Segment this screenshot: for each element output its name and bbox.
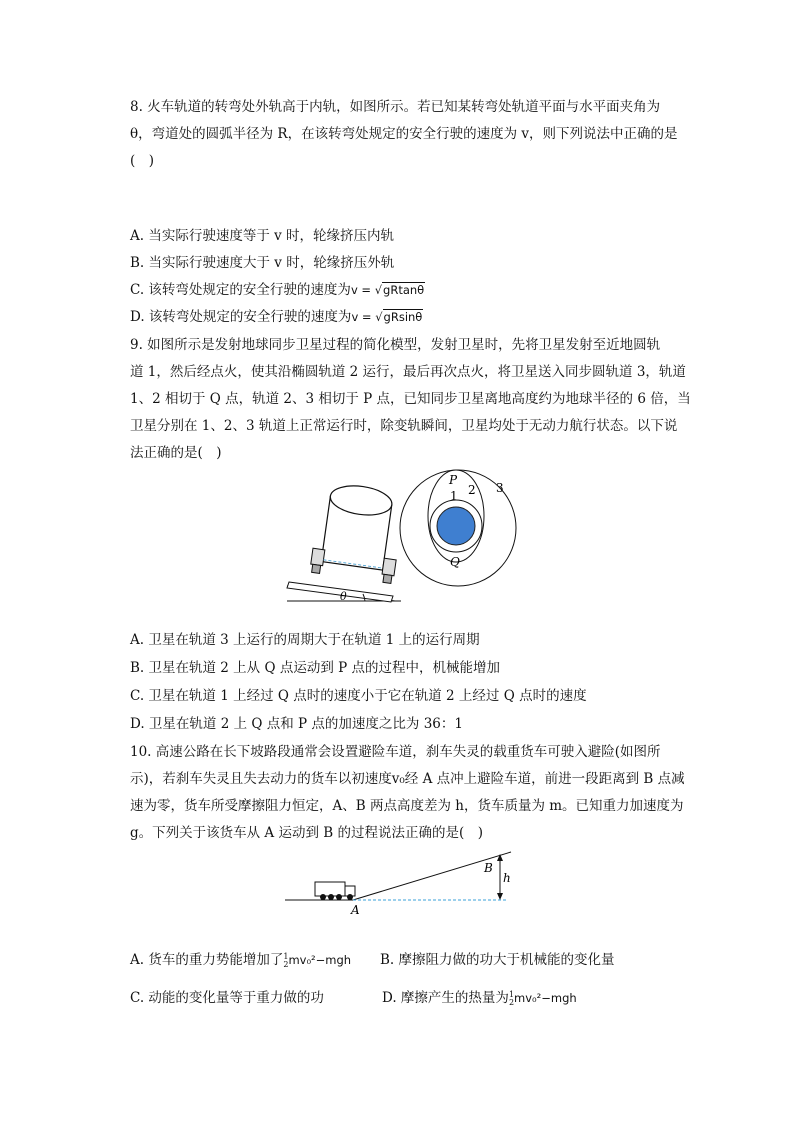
q9-stem-line3: 1、2 相切于 Q 点，轨道 2、3 相切于 P 点，已知同步卫星离地高度约为地球半径的 6 倍，当 (130, 391, 691, 407)
q8-option-b[interactable]: B. 当实际行驶速度大于 v 时，轮缘挤压外轨 (130, 255, 395, 271)
escape-ramp-figure (285, 848, 515, 918)
orbit3-label: 3 (496, 481, 504, 495)
q9-stem-line1: 9. 如图所示是发射地球同步卫星过程的简化模型，发射卫星时，先将卫星发射至近地圆轨 (130, 337, 661, 353)
banked-track-figure (285, 470, 405, 606)
q8-stem-line1: 8. 火车轨道的转弯处外轨高于内轨，如图所示。若已知某转弯处轨道平面与水平面夹角为 (130, 99, 661, 115)
q8-option-c-text: C. 该转弯处规定的安全行驶的速度为 (130, 282, 351, 298)
q9-option-c[interactable]: C. 卫星在轨道 1 上经过 Q 点时的速度小于它在轨道 2 上经过 Q 点时的速度 (130, 688, 587, 704)
q10-option-c[interactable]: C. 动能的变化量等于重力做的功 (130, 990, 324, 1006)
theta-label: θ (340, 590, 347, 603)
orbit-figure (400, 470, 520, 595)
b-label: B (484, 861, 493, 875)
q8-option-d-formula: v = √gRsinθ (351, 310, 423, 324)
q9-option-a[interactable]: A. 卫星在轨道 3 上运行的周期大于在轨道 1 上的运行周期 (130, 632, 480, 648)
q8-option-d-text: D. 该转弯处规定的安全行驶的速度为 (130, 309, 352, 325)
q10-option-a[interactable]: A. 货车的重力势能增加了 1 2 mv₀²−mgh (130, 951, 352, 969)
q8-stem-line2: θ，弯道处的圆弧半径为 R，在该转弯处规定的安全行驶的速度为 v，则下列说法中正确的是 (130, 126, 678, 142)
q8-option-c[interactable] (130, 278, 425, 298)
q8-option-a[interactable]: A. 当实际行驶速度等于 v 时，轮缘挤压内轨 (130, 228, 395, 244)
q10-option-d[interactable]: D. 摩擦产生的热量为 1 2 mv₀²−mgh (382, 989, 577, 1007)
q10-stem-line2: 示)，若刹车失灵且失去动力的货车以初速度v₀经 A 点冲上避险车道，前进一段距离到 B 点减 (130, 771, 685, 787)
q10-stem-line4: g。下列关于该货车从 A 运动到 B 的过程说法正确的是( ) (130, 825, 484, 841)
q9-option-d[interactable]: D. 卫星在轨道 2 上 Q 点和 P 点的加速度之比为 36：1 (130, 716, 463, 732)
q10-stem-line3: 速为零，货车所受摩擦阻力恒定，A、B 两点高度差为 h，货车质量为 m。已知重力加速度为 (130, 798, 684, 814)
q8-option-d[interactable] (130, 305, 423, 325)
q9-option-b[interactable]: B. 卫星在轨道 2 上从 Q 点运动到 P 点的过程中，机械能增加 (130, 660, 500, 676)
q10-option-b[interactable]: B. 摩擦阻力做的功大于机械能的变化量 (380, 952, 615, 968)
q9-stem-line2: 道 1，然后经点火，使其沿椭圆轨道 2 运行，最后再次点火，将卫星送入同步圆轨道 3，轨道 (130, 364, 686, 380)
q8-option-c-formula: v = √gRtanθ (350, 283, 425, 297)
orbit2-label: 2 (468, 483, 476, 497)
q9-stem-line5: 法正确的是( ) (130, 445, 222, 461)
p-label: P (449, 473, 458, 487)
h-label: h (503, 871, 511, 885)
q10-stem-line1: 10. 高速公路在长下坡路段通常会设置避险车道，刹车失灵的载重货车可驶入避险(如图所 (130, 744, 661, 760)
q8-stem-line3: ( ) (130, 153, 155, 169)
a-label: A (351, 903, 360, 917)
orbit1-label: 1 (450, 489, 458, 503)
q9-stem-line4: 卫星分别在 1、2、3 轨道上正常运行时，除变轨瞬间，卫星均处于无动力航行状态。以下说 (130, 418, 678, 434)
q-label: Q (450, 555, 460, 569)
